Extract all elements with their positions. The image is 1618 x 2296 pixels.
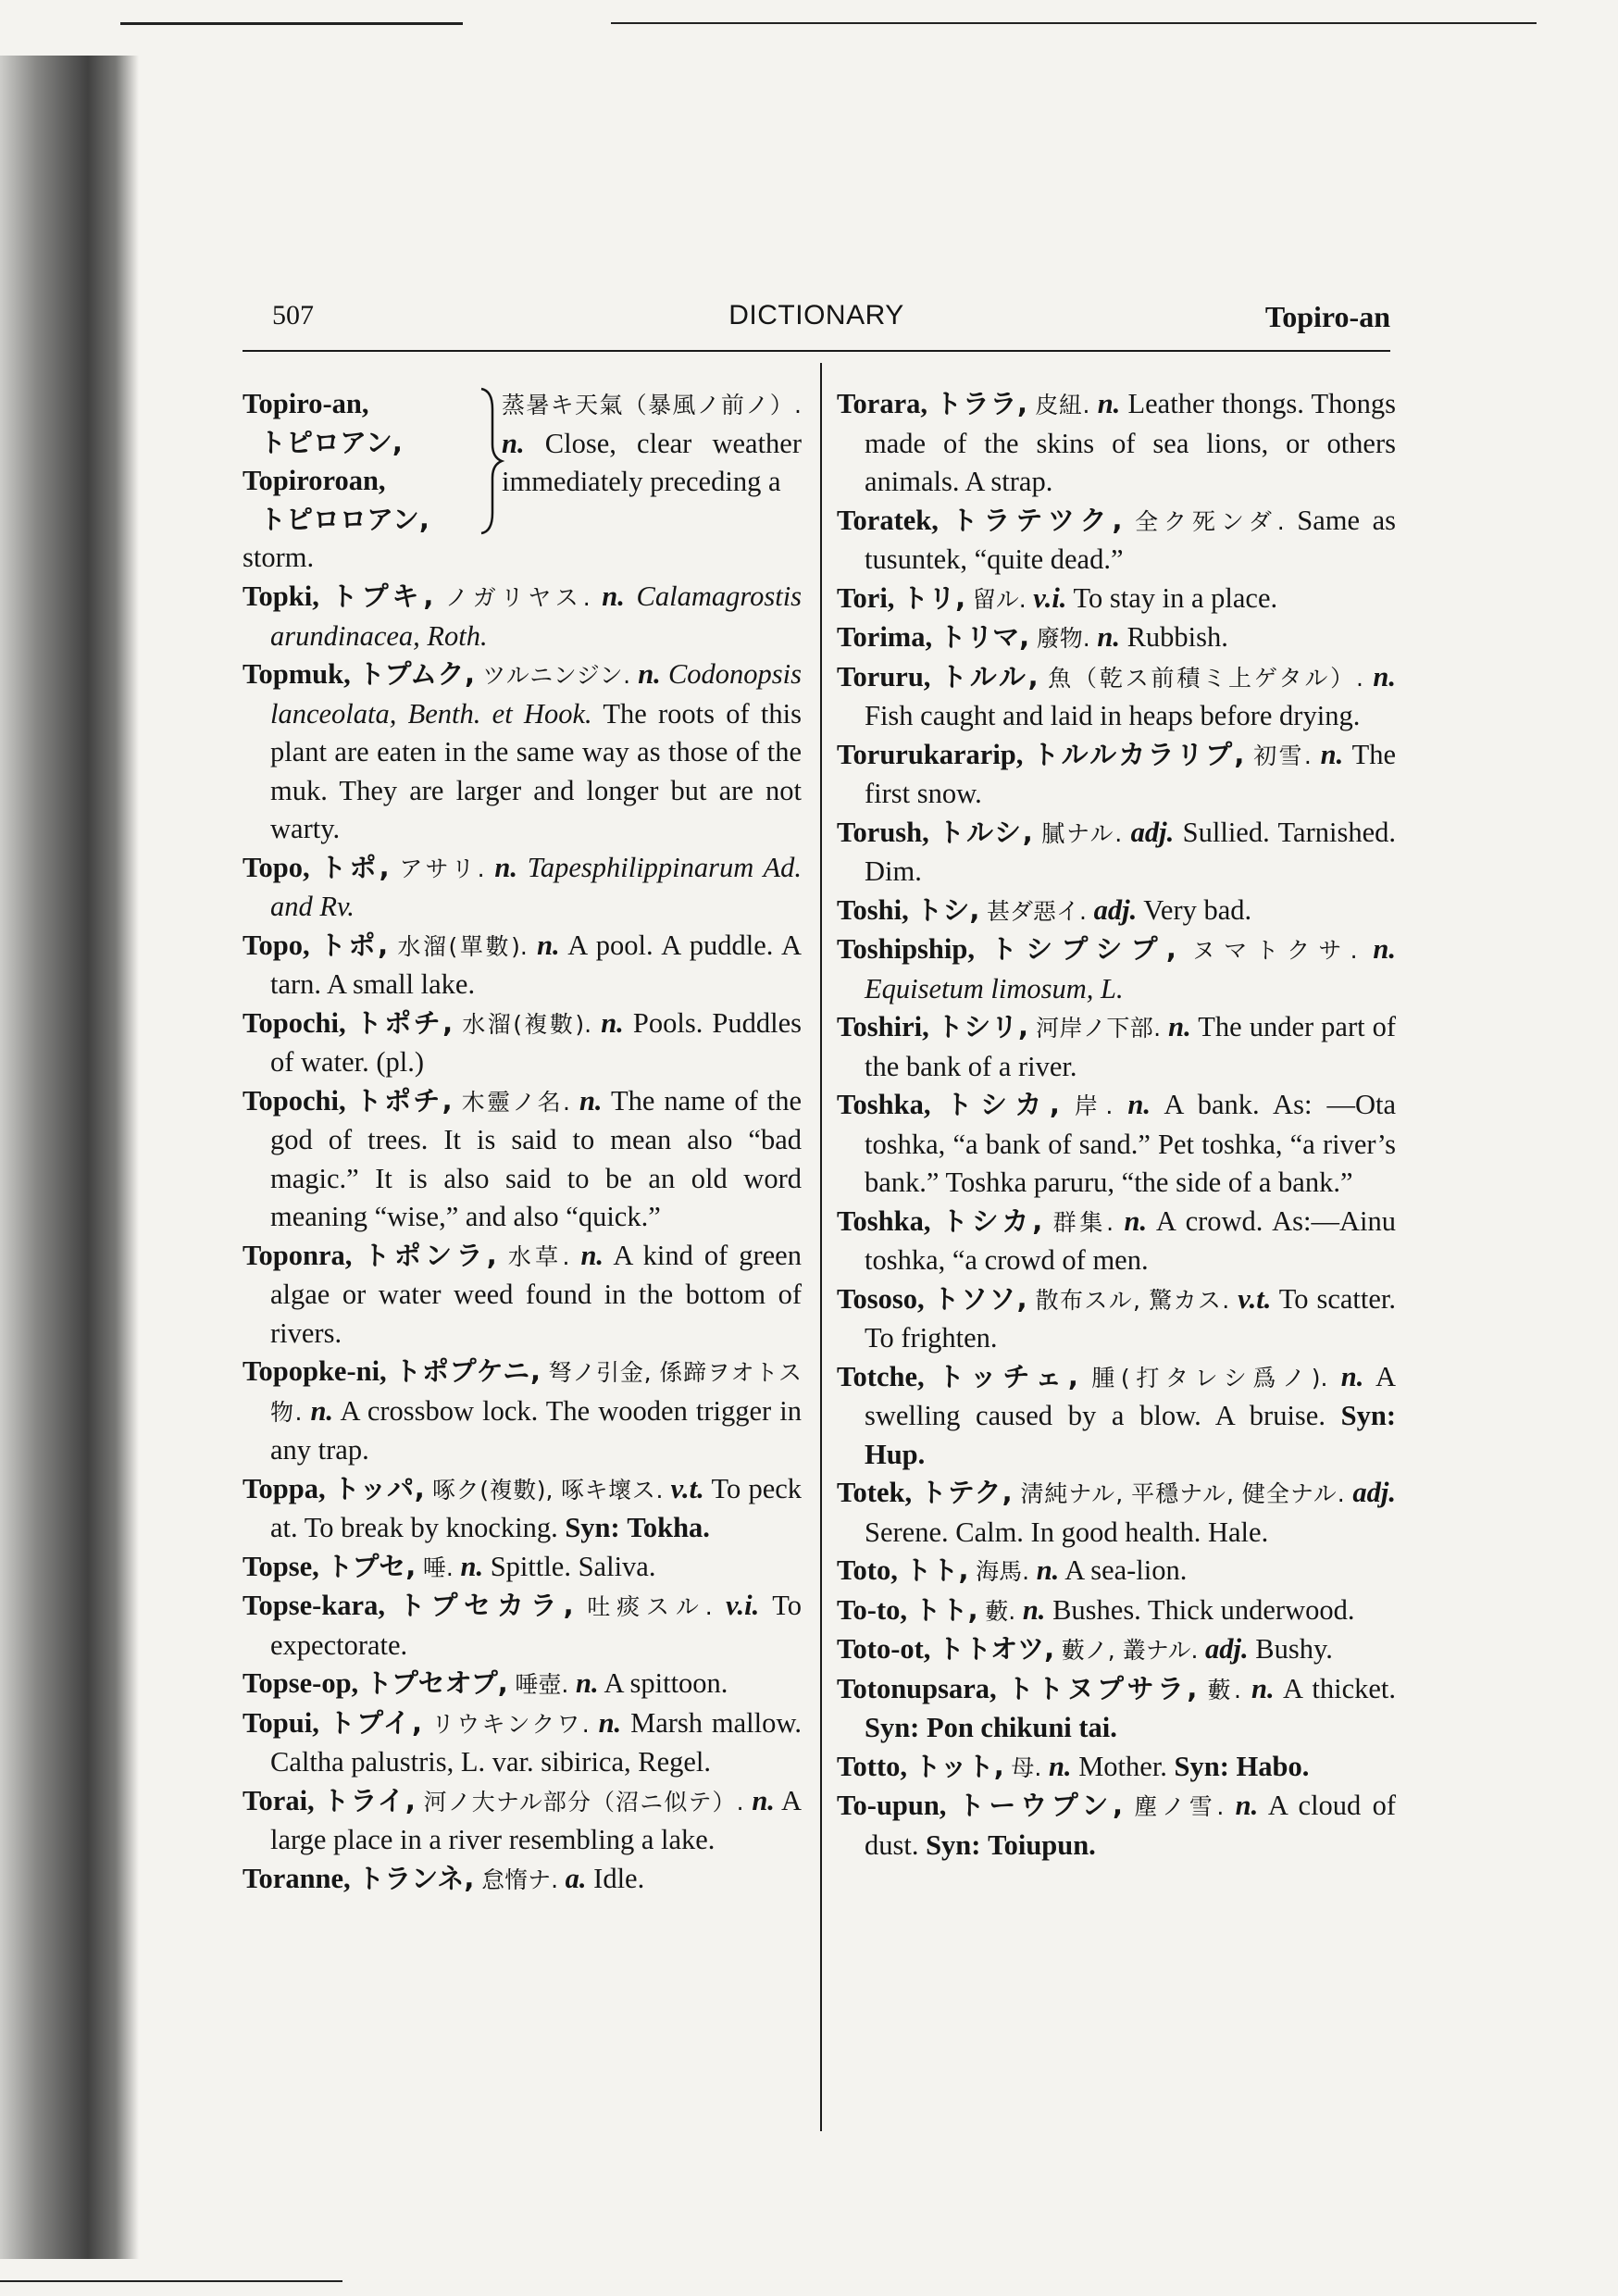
dictionary-entry-braced bbox=[243, 385, 802, 578]
part-of-speech: n. bbox=[502, 427, 525, 459]
katakana-reading: トリ, bbox=[902, 581, 966, 614]
definition: Idle. bbox=[593, 1862, 645, 1894]
definition: Rubbish. bbox=[1126, 621, 1228, 653]
part-of-speech: n. bbox=[1168, 1011, 1191, 1042]
definition: Marsh mallow. Caltha palustris, L. var. sibirica, Regel. bbox=[270, 1706, 803, 1778]
synonym: Pon chikuni tai. bbox=[926, 1712, 1117, 1743]
dictionary-entry bbox=[243, 1082, 802, 1237]
headword: Totche, bbox=[837, 1360, 925, 1392]
dictionary-entry bbox=[837, 1787, 1396, 1865]
definition: The name of the god of trees. It is said to mean also “bad magic.” It is also said to be an old word meaning “wise,” and also “quick.” bbox=[270, 1084, 803, 1232]
katakana-reading: トト, bbox=[914, 1593, 978, 1626]
part-of-speech: v.i. bbox=[1033, 581, 1067, 614]
scientific-name: Calamagrostis arundinacea, Roth. bbox=[270, 580, 803, 652]
headword: To-to, bbox=[837, 1593, 907, 1626]
book-binding-shadow bbox=[0, 56, 139, 2259]
part-of-speech: n. bbox=[1048, 1750, 1072, 1782]
part-of-speech: n. bbox=[579, 1084, 603, 1117]
part-of-speech: n. bbox=[598, 1706, 622, 1739]
scientific-name: Tapesphilippinarum Ad. and Rv. bbox=[270, 851, 802, 922]
definition: Spittle. Saliva. bbox=[490, 1550, 656, 1582]
dictionary-entry bbox=[837, 1630, 1396, 1670]
katakana-reading: トポ, bbox=[318, 929, 389, 961]
katakana-reading: トプセオプ, bbox=[365, 1667, 508, 1699]
japanese-gloss: 藪. bbox=[985, 1597, 1016, 1625]
japanese-gloss: 魚（乾ス前積ミ上ゲタル）. bbox=[1048, 664, 1363, 692]
headword: Topiro-an, bbox=[243, 388, 369, 419]
dictionary-entry bbox=[837, 1358, 1396, 1475]
headword: Toppa, bbox=[243, 1472, 326, 1504]
headword: Tori, bbox=[837, 581, 895, 614]
part-of-speech: n. bbox=[602, 580, 625, 612]
headword: Toratek, bbox=[837, 504, 939, 536]
dictionary-entry bbox=[243, 1782, 802, 1860]
katakana-reading: トシ, bbox=[915, 893, 980, 926]
japanese-gloss: 水溜(複數). bbox=[462, 1010, 592, 1038]
japanese-gloss: 腫(打タレシ爲ノ). bbox=[1091, 1364, 1328, 1391]
dictionary-entry bbox=[837, 1008, 1396, 1086]
dictionary-entry bbox=[243, 578, 802, 655]
definition: A spittoon. bbox=[604, 1667, 728, 1699]
right-column bbox=[837, 385, 1396, 1865]
definition: Bushes. Thick underwood. bbox=[1052, 1593, 1355, 1626]
definition: The roots of this plant are eaten in the same way as those of the muk. They are larger and longer but are not warty. bbox=[270, 697, 802, 844]
dictionary-entry bbox=[837, 930, 1396, 1008]
synonym: Hup. bbox=[865, 1438, 926, 1470]
headword: Toto, bbox=[837, 1554, 898, 1586]
japanese-gloss: 蒸暑キ天氣（暴風ノ前ノ）. bbox=[502, 392, 802, 418]
braced-headwords bbox=[243, 385, 483, 539]
scan-edge-line bbox=[120, 22, 463, 25]
headword: To-upun, bbox=[837, 1790, 947, 1821]
scientific-name: Equisetum limosum, L. bbox=[865, 972, 1124, 1004]
part-of-speech: v.t. bbox=[670, 1472, 704, 1504]
japanese-gloss: 廢物. bbox=[1036, 625, 1090, 652]
definition: The under part of the bank of a river. bbox=[865, 1011, 1397, 1082]
part-of-speech: n. bbox=[494, 851, 517, 883]
definition: A cloud of dust. bbox=[865, 1790, 1397, 1861]
katakana-reading: トプキ, bbox=[330, 580, 434, 612]
part-of-speech: n. bbox=[1373, 933, 1396, 965]
dictionary-entry bbox=[837, 1591, 1396, 1631]
headword: Topse-op, bbox=[243, 1667, 359, 1699]
dictionary-entry bbox=[243, 1548, 802, 1588]
part-of-speech: adj. bbox=[1205, 1633, 1249, 1665]
katakana-reading: トポチ, bbox=[355, 1006, 454, 1039]
headword: Totek, bbox=[837, 1477, 913, 1508]
headword: Torurukararip, bbox=[837, 738, 1024, 770]
headword: Torima, bbox=[837, 621, 933, 653]
part-of-speech: n. bbox=[1373, 660, 1397, 693]
dictionary-entry bbox=[243, 1665, 802, 1704]
definition: The first snow. bbox=[865, 738, 1397, 809]
dictionary-entry bbox=[837, 1748, 1396, 1788]
katakana-reading: トポ, bbox=[319, 851, 390, 883]
headword: Toponra, bbox=[243, 1239, 353, 1271]
katakana-reading: トルシ, bbox=[938, 816, 1033, 848]
definition: To stay in a place. bbox=[1073, 581, 1278, 614]
dictionary-entry bbox=[837, 1474, 1396, 1552]
headword: Topo, bbox=[243, 929, 310, 961]
braced-definition bbox=[502, 385, 802, 502]
synonym-label: Syn: bbox=[1340, 1400, 1396, 1431]
headword: Topse-kara, bbox=[243, 1590, 385, 1621]
dictionary-entry bbox=[243, 1587, 802, 1665]
definition: Serene. Calm. In good health. Hale. bbox=[865, 1516, 1269, 1548]
part-of-speech: n. bbox=[1251, 1672, 1275, 1704]
definition: Close, clear weather immediately preceding a bbox=[502, 427, 802, 497]
part-of-speech: n. bbox=[537, 929, 560, 961]
part-of-speech: adj. bbox=[1093, 893, 1138, 926]
katakana-reading: トピロアン, bbox=[259, 426, 403, 458]
katakana-reading: トプセ, bbox=[326, 1550, 417, 1582]
definition: Same as tusuntek, “quite dead.” bbox=[865, 504, 1397, 575]
headword: Topochi, bbox=[243, 1006, 346, 1039]
page-header bbox=[243, 294, 1390, 341]
synonym-label: Syn: bbox=[865, 1712, 920, 1743]
katakana-reading: トット, bbox=[914, 1750, 1004, 1782]
japanese-gloss: 母. bbox=[1011, 1753, 1042, 1781]
dictionary-entry bbox=[243, 1704, 802, 1782]
synonym: Toiupun. bbox=[988, 1828, 1096, 1861]
dictionary-entry bbox=[837, 1203, 1396, 1280]
katakana-reading: トリマ, bbox=[939, 621, 1030, 653]
katakana-reading: トソソ, bbox=[932, 1282, 1027, 1315]
dictionary-entry bbox=[243, 655, 802, 849]
japanese-gloss: 唾. bbox=[422, 1554, 454, 1581]
japanese-gloss: 海馬. bbox=[976, 1558, 1030, 1585]
japanese-gloss: 怠惰ナ. bbox=[481, 1866, 559, 1893]
part-of-speech: n. bbox=[580, 1239, 604, 1271]
part-of-speech: n. bbox=[638, 658, 661, 690]
katakana-reading: トテク, bbox=[919, 1477, 1013, 1508]
definition: To peck at. To break by knocking. bbox=[270, 1472, 803, 1543]
dictionary-entry bbox=[243, 1470, 802, 1548]
japanese-gloss: 水草. bbox=[507, 1242, 570, 1270]
definition: A crossbow lock. The wooden trigger in any trap. bbox=[270, 1394, 802, 1466]
synonym-label: Syn: bbox=[1174, 1750, 1229, 1782]
dictionary-entry bbox=[837, 658, 1396, 736]
definition: A thicket. bbox=[1282, 1672, 1397, 1704]
definition: A bank. As: —Ota toshka, “a bank of sand.” Pet toshka, “a river’s bank.” Toshka paruru, “the side of a bank.” bbox=[865, 1089, 1397, 1198]
katakana-reading: トピロロアン, bbox=[259, 503, 429, 535]
part-of-speech: adj. bbox=[1130, 816, 1175, 848]
dictionary-entry bbox=[243, 1004, 802, 1082]
japanese-gloss: ヌマトクサ. bbox=[1191, 937, 1358, 964]
dictionary-entry bbox=[243, 1237, 802, 1354]
dictionary-entry bbox=[837, 580, 1396, 619]
dictionary-entry bbox=[243, 927, 802, 1004]
definition: Pools. Puddles of water. (pl.) bbox=[270, 1006, 803, 1078]
katakana-reading: トララ, bbox=[935, 388, 1028, 419]
part-of-speech: v.i. bbox=[726, 1590, 760, 1621]
headword: Toshi, bbox=[837, 893, 909, 926]
japanese-gloss: リウキンクワ. bbox=[430, 1710, 590, 1738]
headword: Toranne, bbox=[243, 1862, 351, 1894]
definition-tail: storm. bbox=[243, 542, 315, 573]
dictionary-entry bbox=[837, 892, 1396, 931]
japanese-gloss: 散布スル, 驚カス. bbox=[1035, 1286, 1230, 1314]
definition: To expectorate. bbox=[270, 1590, 802, 1661]
japanese-gloss: 河岸ノ下部. bbox=[1036, 1015, 1162, 1042]
japanese-gloss: ノガリヤス. bbox=[445, 584, 591, 611]
katakana-reading: トシカ, bbox=[940, 1204, 1043, 1237]
japanese-gloss: 全ク死ンダ. bbox=[1135, 507, 1285, 535]
synonym-label: Syn: bbox=[926, 1828, 981, 1861]
katakana-reading: トシカ, bbox=[945, 1089, 1060, 1120]
katakana-reading: トシリ, bbox=[936, 1011, 1029, 1042]
japanese-gloss: 吐痰スル. bbox=[587, 1593, 713, 1620]
japanese-gloss: 河ノ大ナル部分（沼ニ似テ）. bbox=[423, 1788, 744, 1816]
definition: A pool. A puddle. A tarn. A small lake. bbox=[270, 929, 802, 1000]
definition: Mother. bbox=[1078, 1750, 1167, 1782]
katakana-reading: トポプケニ, bbox=[394, 1355, 541, 1387]
headword: Torush, bbox=[837, 816, 929, 848]
header-rule bbox=[243, 350, 1390, 352]
synonym-label: Syn: bbox=[565, 1512, 620, 1543]
dictionary-entry bbox=[243, 1860, 802, 1900]
japanese-gloss: 塵ノ雪. bbox=[1134, 1793, 1225, 1820]
dictionary-entry bbox=[837, 814, 1396, 892]
headword: Topopke-ni, bbox=[243, 1355, 387, 1387]
katakana-reading: トーウプン, bbox=[957, 1790, 1124, 1821]
part-of-speech: n. bbox=[1097, 388, 1121, 419]
part-of-speech: n. bbox=[1022, 1593, 1046, 1626]
japanese-gloss: 岸. bbox=[1074, 1092, 1114, 1119]
part-of-speech: adj. bbox=[1352, 1477, 1396, 1508]
headword: Toto-ot, bbox=[837, 1633, 931, 1665]
definition: A large place in a river resembling a lake. bbox=[270, 1784, 803, 1855]
headword: Topochi, bbox=[243, 1084, 346, 1117]
japanese-gloss: ツルニンジン. bbox=[482, 662, 631, 689]
definition: Leather thongs. Thongs made of the skins of sea lions, or others animals. A strap. bbox=[865, 388, 1397, 497]
part-of-speech: n. bbox=[576, 1667, 599, 1699]
katakana-reading: トポチ, bbox=[355, 1084, 453, 1117]
headword: Tososo, bbox=[837, 1282, 925, 1315]
japanese-gloss: 膩ナル. bbox=[1041, 819, 1123, 847]
scan-edge-line bbox=[611, 22, 1537, 24]
japanese-gloss: 初雪. bbox=[1253, 742, 1312, 769]
dictionary-entry bbox=[837, 736, 1396, 814]
katakana-reading: トポンラ, bbox=[363, 1239, 497, 1271]
dictionary-entry bbox=[837, 1086, 1396, 1203]
headword: Toshiri, bbox=[837, 1011, 929, 1042]
katakana-reading: トトヌプサラ, bbox=[1006, 1672, 1198, 1704]
part-of-speech: n. bbox=[752, 1784, 775, 1816]
part-of-speech: n. bbox=[1036, 1554, 1060, 1586]
headword: Torara, bbox=[837, 388, 927, 419]
katakana-reading: トッチェ, bbox=[937, 1360, 1078, 1392]
definition: A swelling caused by a blow. A bruise. bbox=[865, 1360, 1397, 1431]
japanese-gloss: アサリ. bbox=[399, 855, 485, 882]
headword: Topki, bbox=[243, 580, 319, 612]
left-column bbox=[243, 385, 802, 1899]
part-of-speech: n. bbox=[601, 1006, 624, 1039]
synonym: Habo. bbox=[1236, 1750, 1310, 1782]
definition: Sullied. Tarnished. Dim. bbox=[865, 816, 1397, 887]
definition: Very bad. bbox=[1143, 893, 1252, 926]
headword: Torai, bbox=[243, 1784, 315, 1816]
katakana-reading: トプムク, bbox=[357, 658, 476, 690]
katakana-reading: トッパ, bbox=[332, 1472, 425, 1504]
japanese-gloss: 藪ノ, 叢ナル. bbox=[1061, 1637, 1199, 1664]
part-of-speech: n. bbox=[1235, 1790, 1259, 1821]
headword: Toshka, bbox=[837, 1089, 931, 1120]
definition: A sea-lion. bbox=[1064, 1554, 1188, 1586]
headword: Topui, bbox=[243, 1706, 319, 1739]
japanese-gloss: 弩ノ引金, 係蹄ヲオトス物. bbox=[270, 1359, 802, 1426]
katakana-reading: トプセカラ, bbox=[398, 1590, 574, 1621]
katakana-reading: トトオツ, bbox=[938, 1633, 1055, 1665]
scientific-name: Codonopsis lanceolata, Benth. et Hook. bbox=[270, 658, 803, 730]
dictionary-entry bbox=[837, 1280, 1396, 1358]
part-of-speech: v.t. bbox=[1238, 1282, 1272, 1315]
definition: Bushy. bbox=[1255, 1633, 1333, 1665]
dictionary-entry bbox=[837, 502, 1396, 580]
definition: A kind of green algae or water weed found in the bottom of rivers. bbox=[270, 1239, 802, 1349]
page-number: 507 bbox=[272, 300, 314, 331]
headword: Topo, bbox=[243, 851, 310, 883]
katakana-reading: トラテツク, bbox=[951, 504, 1123, 536]
japanese-gloss: 木靈ノ名. bbox=[461, 1088, 570, 1116]
headword: Topse, bbox=[243, 1550, 319, 1582]
dictionary-entry bbox=[243, 1353, 802, 1470]
dictionary-entry bbox=[837, 618, 1396, 658]
column-divider bbox=[820, 363, 822, 2131]
part-of-speech: n. bbox=[310, 1394, 334, 1427]
dictionary-entry bbox=[837, 1552, 1396, 1591]
running-title: DICTIONARY bbox=[728, 300, 904, 331]
japanese-gloss: 甚ダ惡イ. bbox=[987, 897, 1087, 925]
katakana-reading: トルルカラリプ, bbox=[1032, 738, 1245, 770]
definition: Fish caught and laid in heaps before drying. bbox=[865, 700, 1361, 731]
headword: Topiroroan, bbox=[243, 465, 386, 496]
headword: Topmuk, bbox=[243, 658, 351, 690]
part-of-speech: n. bbox=[460, 1550, 484, 1582]
katakana-reading: トライ, bbox=[322, 1784, 416, 1816]
headword: Toruru, bbox=[837, 660, 931, 693]
definition: A crowd. As:—Ainu toshka, “a crowd of men. bbox=[865, 1204, 1397, 1276]
katakana-reading: トランネ, bbox=[357, 1862, 475, 1894]
japanese-gloss: 留ル. bbox=[972, 585, 1027, 613]
headword: Totto, bbox=[837, 1750, 907, 1782]
definition: To scatter. To frighten. bbox=[865, 1282, 1397, 1354]
katakana-reading: トプイ, bbox=[328, 1706, 423, 1739]
japanese-gloss: 水溜(單數). bbox=[397, 932, 528, 960]
catchword: Topiro-an bbox=[1264, 300, 1390, 333]
part-of-speech: n. bbox=[1340, 1360, 1364, 1392]
dictionary-entry bbox=[837, 385, 1396, 502]
part-of-speech: n. bbox=[1127, 1089, 1151, 1120]
synonym: Tokha. bbox=[627, 1512, 710, 1543]
dictionary-entry bbox=[243, 849, 802, 927]
japanese-gloss: 淸純ナル, 平穩ナル, 健全ナル. bbox=[1020, 1480, 1345, 1507]
katakana-reading: トト, bbox=[904, 1554, 969, 1586]
part-of-speech: n. bbox=[1320, 738, 1344, 770]
headword: Totonupsara, bbox=[837, 1672, 997, 1704]
japanese-gloss: 藪. bbox=[1207, 1676, 1241, 1703]
headword: Toshka, bbox=[837, 1204, 931, 1237]
part-of-speech: n. bbox=[1097, 621, 1120, 653]
part-of-speech: a. bbox=[565, 1862, 587, 1894]
japanese-gloss: 唾壺. bbox=[515, 1671, 569, 1698]
katakana-reading: トシプシプ, bbox=[989, 933, 1176, 965]
dictionary-entry bbox=[837, 1670, 1396, 1748]
scan-edge-line bbox=[0, 2280, 342, 2282]
japanese-gloss: 群集. bbox=[1052, 1208, 1114, 1236]
part-of-speech: n. bbox=[1124, 1204, 1148, 1237]
japanese-gloss: 皮紐. bbox=[1035, 392, 1090, 418]
katakana-reading: トルル, bbox=[940, 660, 1039, 693]
headword: Toshipship, bbox=[837, 933, 975, 965]
japanese-gloss: 啄ク(複數), 啄キ壞ス. bbox=[432, 1476, 664, 1504]
